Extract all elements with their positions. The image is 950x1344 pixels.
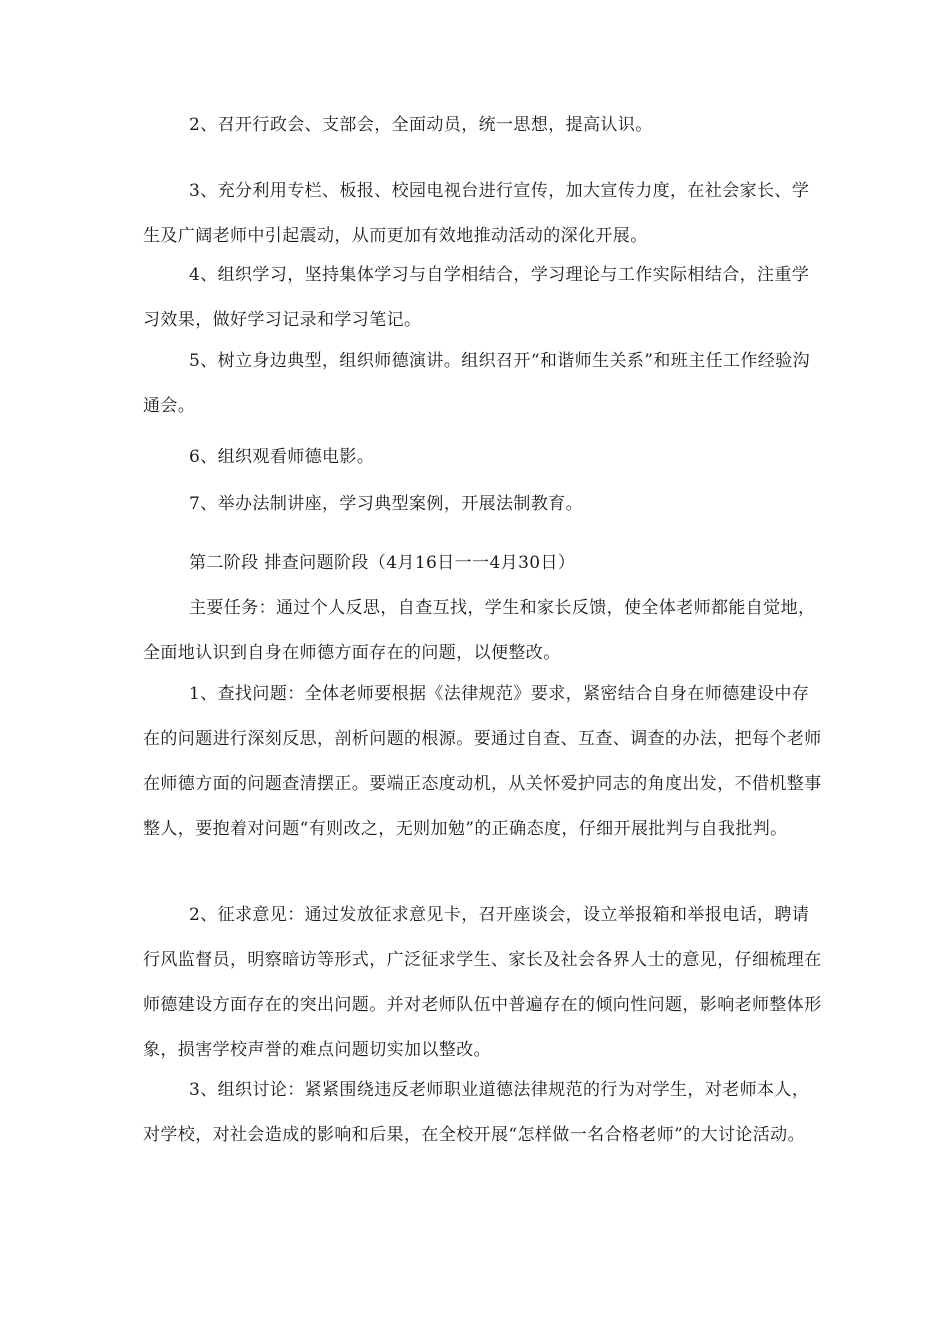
paragraph-organize-discussion: 3、组织讨论：紧紧围绕违反老师职业道德法律规范的行为对学生，对老师本人，对学校，对社会造成的影响和后果，在全校开展“怎样做一名合格老师”的大讨论活动。 bbox=[143, 1080, 810, 1145]
paragraph-item-2: 2、召开行政会、支部会，全面动员，统一思想，提高认识。 bbox=[189, 115, 653, 135]
section-heading-stage-two: 第二阶段 排查问题阶段（4月16日一一4月30日） bbox=[189, 553, 576, 573]
paragraph-item-3: 3、充分利用专栏、板报、校园电视台进行宣传，加大宣传力度，在社会家长、学生及广阔老师中引起震动，从而更加有效地推动活动的深化开展。 bbox=[143, 181, 810, 246]
paragraph-item-4: 4、组织学习，坚持集体学习与自学相结合，学习理论与工作实际相结合，注重学习效果，做好学习记录和学习笔记。 bbox=[143, 265, 810, 330]
paragraph-item-5: 5、树立身边典型，组织师德演讲。组织召开“和谐师生关系”和班主任工作经验沟通会。 bbox=[143, 351, 810, 416]
paragraph-item-7: 7、举办法制讲座，学习典型案例，开展法制教育。 bbox=[189, 494, 584, 514]
paragraph-item-6: 6、组织观看师德电影。 bbox=[189, 447, 375, 467]
paragraph-find-problems: 1、查找问题：全体老师要根据《法律规范》要求，紧密结合自身在师德建设中存在的问题进行深刻反思，剖析问题的根源。要通过自查、互查、调查的办法，把每个老师在师德方面的问题查清摆正。要端正态度动机，从关怀爱护同志的角度出发，不借机整事整人，要抱着对问题“有则改之，无则加勉”的正确态度，仔细开展批判与自我批判。 bbox=[143, 684, 822, 839]
main-task-paragraph: 主要任务：通过个人反思，自查互找，学生和家长反馈，使全体老师都能自觉地，全面地认识到自身在师德方面存在的问题，以便整改。 bbox=[143, 598, 816, 663]
paragraph-solicit-opinions: 2、征求意见：通过发放征求意见卡，召开座谈会，设立举报箱和举报电话，聘请行风监督员，明察暗访等形式，广泛征求学生、家长及社会各界人士的意见，仔细梳理在师德建设方面存在的突出问题。并对老师队伍中普遍存在的倾向性问题，影响老师整体形象，损害学校声誉的难点问题切实加以整改。 bbox=[143, 905, 822, 1060]
